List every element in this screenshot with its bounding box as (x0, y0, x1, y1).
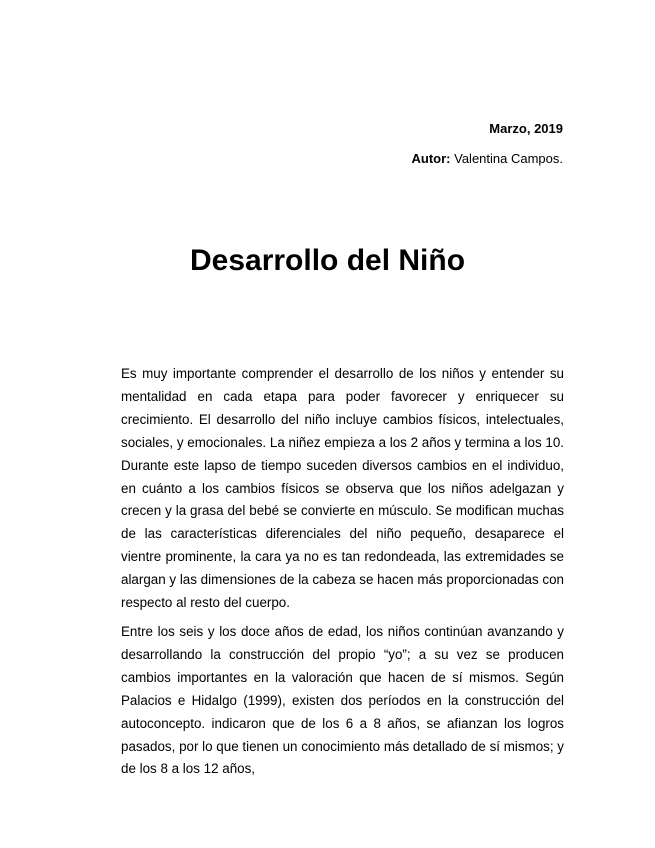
document-title: Desarrollo del Niño (189, 244, 466, 277)
document-body (121, 363, 564, 787)
body-paragraph-2: Entre los seis y los doce años de edad, los niños continúan avanzando y desarrollando la construcción del propio “yo”; a su vez se producen cambios importantes en la valoración que hacen de sí mismos. Según Palacios e Hidalgo (1999), existen dos períodos en la construcción del autoconcepto. indicaron que de los 6 a 8 años, se afianzan los logros pasados, por lo que tienen un conocimiento más detallado de sí mismos; y de los 8 a los 12 años, (121, 623, 564, 777)
body-paragraph-1: Es muy importante comprender el desarrollo de los niños y entender su mentalidad en cada etapa para poder favorecer y enriquecer su crecimiento. El desarrollo del niño incluye cambios físicos, intelectuales, sociales, y emocionales. La niñez empieza a los 2 años y termina a los 10. Durante este lapso de tiempo suceden diversos cambios en el individuo, en cuánto a los cambios físicos se observa que los niños adelgazan y crecen y la grasa del bebé se convierte en músculo. Se modifican muchas de las características diferenciales del niño pequeño, desaparece el vientre prominente, la cara ya no es tan redondeada, las extremidades se alargan y las dimensiones de la cabeza se hacen más proporcionadas con respecto al resto del cuerpo. (121, 366, 564, 611)
document-author (412, 151, 564, 167)
author-label: Autor: (411, 151, 451, 166)
author-name: Valentina Campos. (454, 151, 563, 166)
document-date: Marzo, 2019 (489, 121, 563, 136)
